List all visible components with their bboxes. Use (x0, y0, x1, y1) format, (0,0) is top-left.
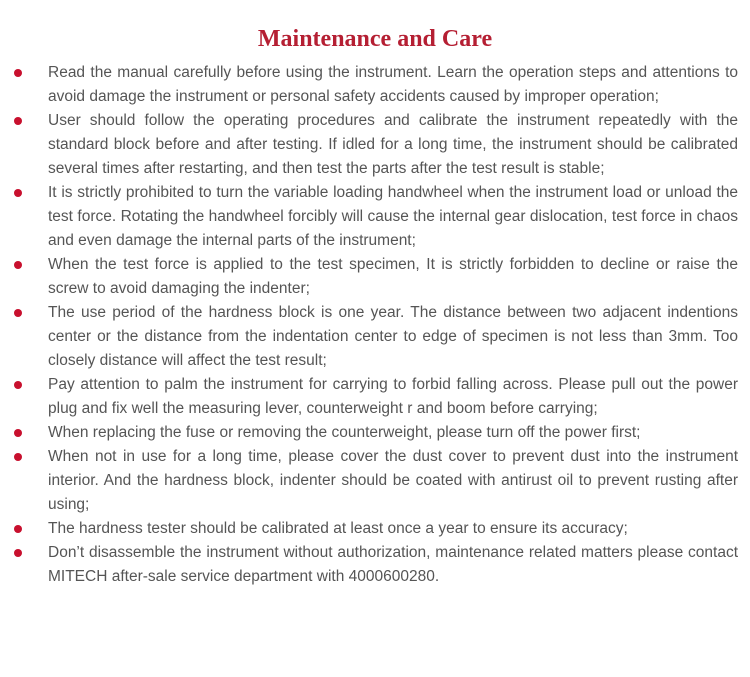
list-item-text: Pay attention to palm the instrument for carrying to forbid falling across. Please pull out the power plug and fix well the measuring lever, counterweight r and boom before carrying; (48, 376, 738, 417)
bullet-icon (14, 261, 22, 269)
list-item-text: When the test force is applied to the test specimen, It is strictly forbidden to decline or raise the screw to avoid damaging the indenter; (48, 256, 738, 297)
bullet-icon (14, 549, 22, 557)
bullet-icon (14, 429, 22, 437)
list-item (0, 373, 750, 421)
list-item-text: The use period of the hardness block is one year. The distance between two adjacent indentions center or the distance from the indentation center to edge of specimen is not less than 3mm. Too closely distance will affect the test result; (48, 304, 738, 369)
list-item (0, 541, 750, 589)
list-item-text: When not in use for a long time, please cover the dust cover to prevent dust into the instrument interior. And the hardness block, indenter should be coated with antirust oil to prevent rusting after using; (48, 448, 738, 513)
list-item (0, 445, 750, 517)
bullet-icon (14, 309, 22, 317)
maintenance-list (0, 61, 750, 589)
page-title: Maintenance and Care (257, 26, 493, 53)
bullet-icon (14, 453, 22, 461)
list-item-text: Read the manual carefully before using the instrument. Learn the operation steps and attentions to avoid damage the instrument or personal safety accidents caused by improper operation; (48, 64, 738, 105)
bullet-icon (14, 69, 22, 77)
list-item-text: When replacing the fuse or removing the counterweight, please turn off the power first; (48, 424, 641, 441)
list-item (0, 517, 750, 541)
list-item-text: Don’t disassemble the instrument without authorization, maintenance related matters please contact MITECH after-sale service department with 4000600280. (48, 544, 738, 585)
list-item (0, 253, 750, 301)
bullet-icon (14, 117, 22, 125)
list-item (0, 181, 750, 253)
bullet-icon (14, 381, 22, 389)
list-item-text: User should follow the operating procedures and calibrate the instrument repeatedly with the standard block before and after testing. If idled for a long time, the instrument should be calibrated several times after restarting, and then test the parts after the test result is stable; (48, 112, 738, 177)
list-item (0, 61, 750, 109)
list-item-text: It is strictly prohibited to turn the variable loading handwheel when the instrument load or unload the test force. Rotating the handwheel forcibly will cause the internal gear dislocation, test force in chaos and even damage the internal parts of the instrument; (48, 184, 738, 249)
list-item (0, 421, 750, 445)
list-item (0, 109, 750, 181)
bullet-icon (14, 525, 22, 533)
list-item (0, 301, 750, 373)
list-item-text: The hardness tester should be calibrated at least once a year to ensure its accuracy; (48, 520, 628, 537)
bullet-icon (14, 189, 22, 197)
